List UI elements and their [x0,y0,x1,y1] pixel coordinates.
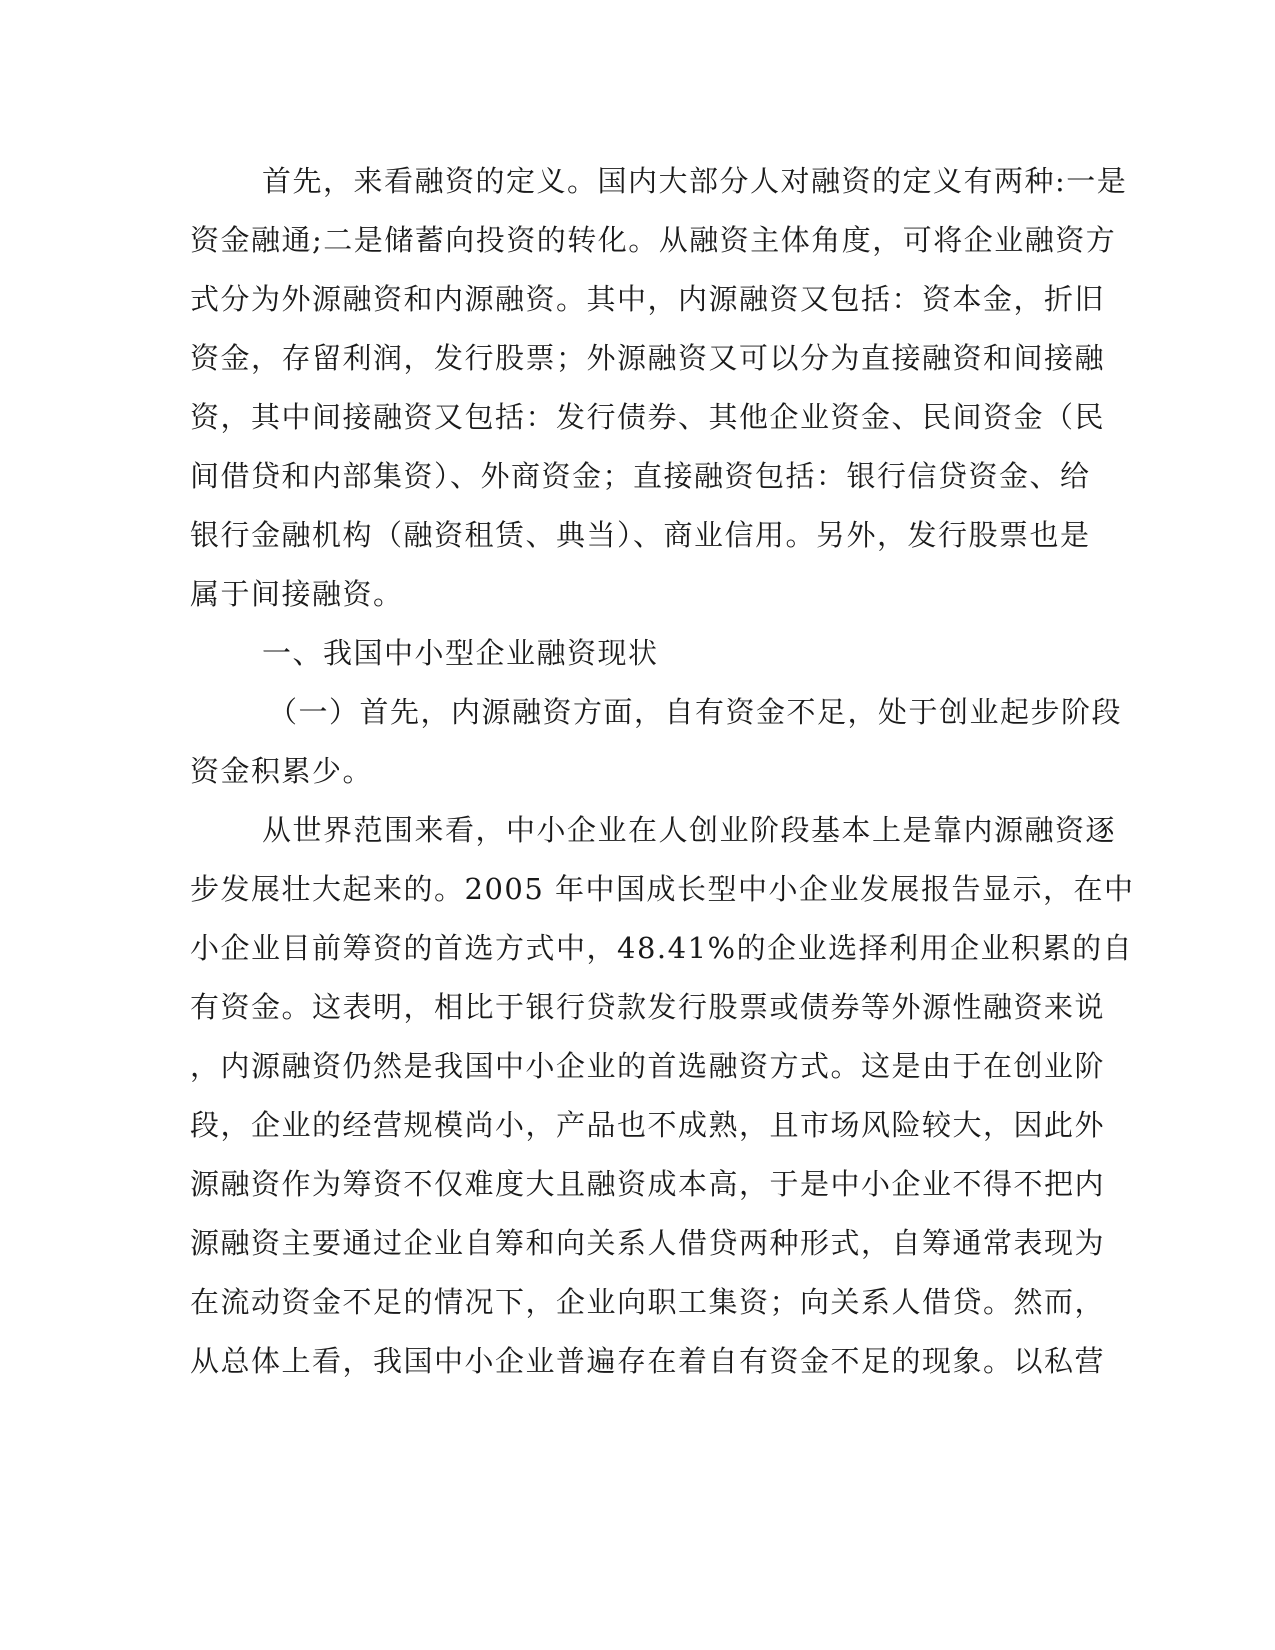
paragraph-2-line-1: 从世界范围来看，中小企业在人创业阶段基本上是靠内源融资逐 [262,813,1117,847]
paragraph-2-line-8: 源融资主要通过企业自筹和向关系人借贷两种形式，自筹通常表现为 [190,1226,1106,1260]
paragraph-1-line-7: 银行金融机构（融资租赁、典当）、商业信用。另外，发行股票也是 [190,518,1091,552]
paragraph-2-line-9: 在流动资金不足的情况下，企业向职工集资；向关系人借贷。然而， [190,1285,1106,1319]
subsection-heading-line-1: （一）首先，内源融资方面，自有资金不足，处于创业起步阶段 [268,695,1123,729]
paragraph-1-line-2: 资金融通;二是储蓄向投资的转化。从融资主体角度，可将企业融资方 [190,223,1117,257]
paragraph-2-line-3: 小企业目前筹资的首选方式中，48.41%的企业选择利用企业积累的自 [190,931,1134,965]
paragraph-1-line-4: 资金，存留利润，发行股票；外源融资又可以分为直接融资和间接融 [190,341,1106,375]
subsection-heading-line-2: 资金积累少。 [190,754,374,788]
paragraph-1-line-6: 间借贷和内部集资）、外商资金；直接融资包括：银行信贷资金、给 [190,459,1091,493]
paragraph-2-line-7: 源融资作为筹资不仅难度大且融资成本高，于是中小企业不得不把内 [190,1167,1106,1201]
paragraph-2-line-6: 段，企业的经营规模尚小，产品也不成熟，且市场风险较大，因此外 [190,1108,1106,1142]
paragraph-1-line-5: 资，其中间接融资又包括：发行债券、其他企业资金、民间资金（民 [190,400,1106,434]
paragraph-2-line-10: 从总体上看，我国中小企业普遍存在着自有资金不足的现象。以私营 [190,1344,1106,1378]
paragraph-2-line-5: ，内源融资仍然是我国中小企业的首选融资方式。这是由于在创业阶 [190,1049,1106,1083]
section-heading: 一、我国中小型企业融资现状 [262,636,659,670]
paragraph-2-line-2: 步发展壮大起来的。2005 年中国成长型中小企业发展报告显示，在中 [190,872,1135,906]
paragraph-1-line-8: 属于间接融资。 [190,577,404,611]
paragraph-1-line-3: 式分为外源融资和内源融资。其中，内源融资又包括：资本金，折旧 [190,282,1106,316]
paragraph-2-line-4: 有资金。这表明，相比于银行贷款发行股票或债券等外源性融资来说 [190,990,1106,1024]
paragraph-1-line-1: 首先，来看融资的定义。国内大部分人对融资的定义有两种:一是 [262,164,1128,198]
